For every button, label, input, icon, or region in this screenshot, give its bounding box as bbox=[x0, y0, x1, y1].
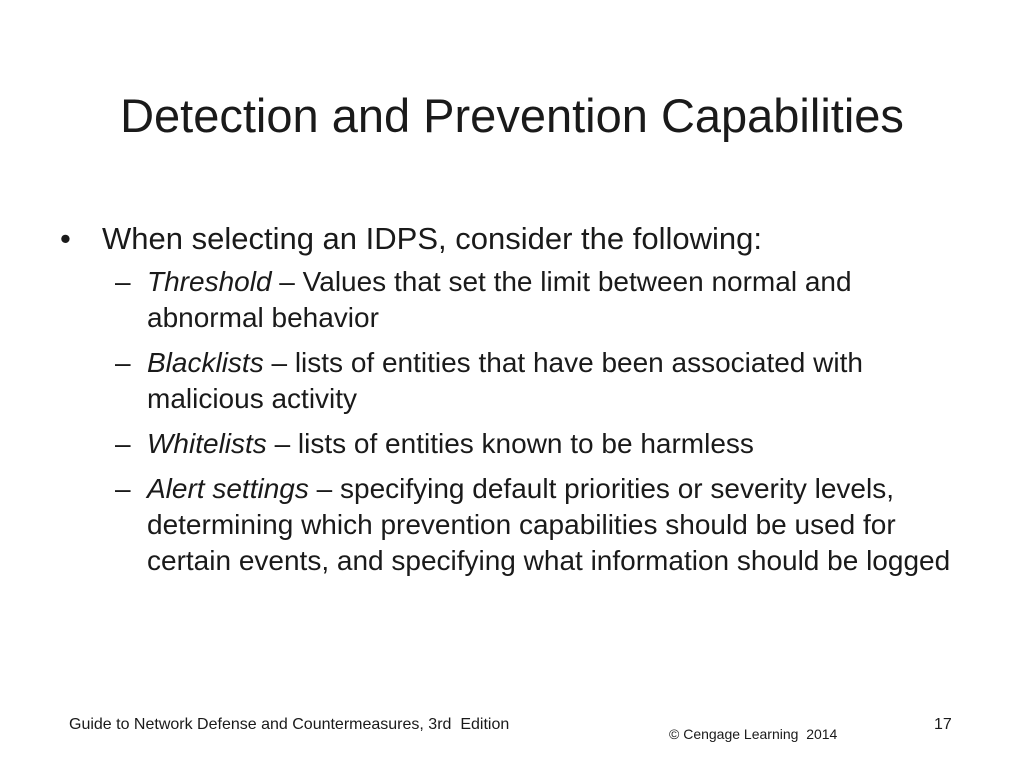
term-blacklists: Blacklists bbox=[147, 347, 264, 378]
sub-bullet-marker: – bbox=[115, 266, 131, 297]
footer-book-title: Guide to Network Defense and Countermeasures, 3rd Edition bbox=[69, 716, 510, 733]
definition-threshold: – Values that set the limit between normal and abnormal behavior bbox=[147, 266, 852, 333]
term-alert-settings: Alert settings bbox=[147, 473, 309, 504]
definition-alert-settings: – specifying default priorities or severity levels, determining which prevention capabilities should be used for certain events, and specifying what information should be logged bbox=[147, 473, 951, 576]
footer-copyright: © Cengage Learning 2014 bbox=[669, 726, 838, 742]
main-bullet-text: When selecting an IDPS, consider the following: bbox=[102, 221, 762, 256]
slide-title: Detection and Prevention Capabilities bbox=[120, 89, 904, 142]
page-number: 17 bbox=[934, 716, 952, 733]
main-bullet bbox=[60, 220, 960, 258]
sub-bullet-threshold bbox=[60, 264, 960, 336]
sub-bullet-marker: – bbox=[115, 347, 131, 378]
sub-bullet-blacklists bbox=[60, 345, 960, 417]
slide-content bbox=[60, 220, 960, 588]
term-threshold: Threshold bbox=[147, 266, 272, 297]
sub-bullet-whitelists bbox=[60, 426, 960, 462]
definition-blacklists: – lists of entities that have been associated with malicious activity bbox=[147, 347, 863, 414]
sub-bullet-alert-settings bbox=[60, 471, 960, 579]
definition-whitelists: – lists of entities known to be harmless bbox=[266, 428, 754, 459]
sub-bullet-list bbox=[60, 264, 960, 579]
bullet-marker: • bbox=[60, 221, 71, 256]
sub-bullet-marker: – bbox=[115, 428, 131, 459]
sub-bullet-marker: – bbox=[115, 473, 131, 504]
term-whitelists: Whitelists bbox=[147, 428, 267, 459]
